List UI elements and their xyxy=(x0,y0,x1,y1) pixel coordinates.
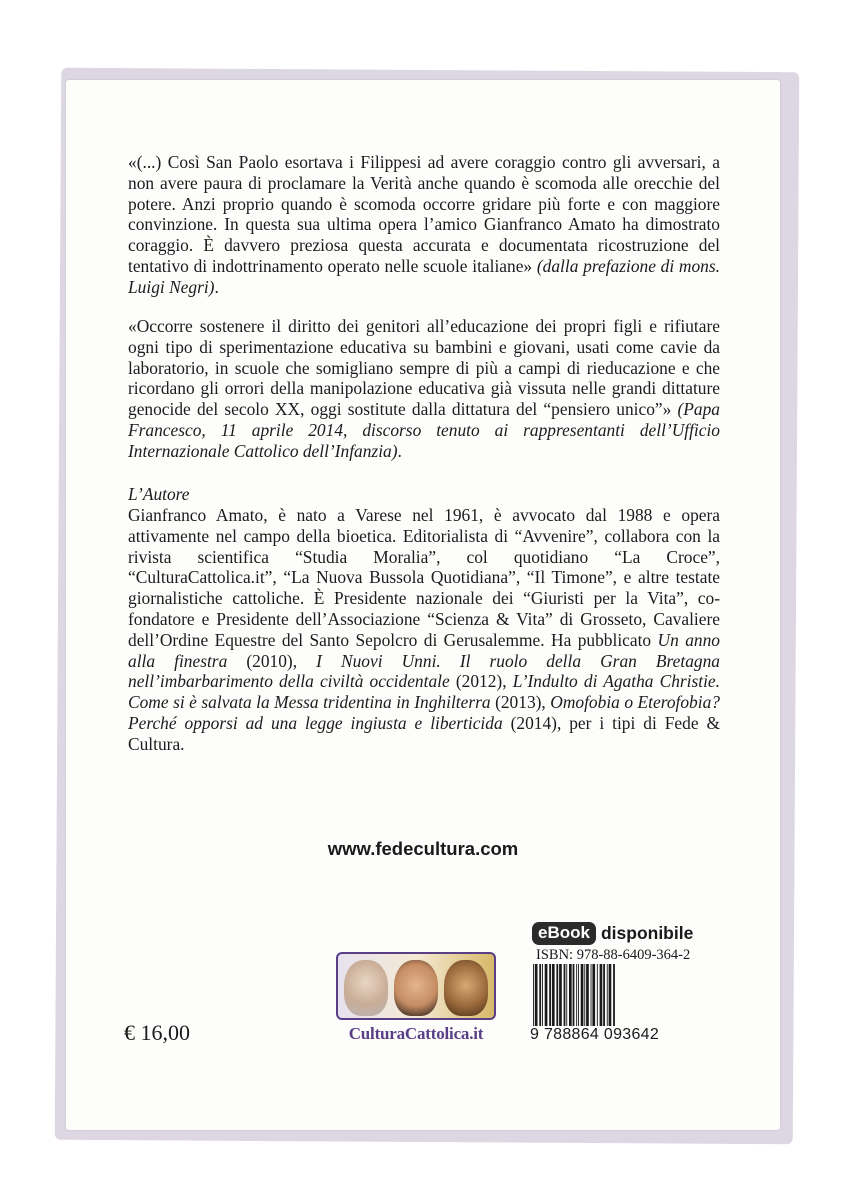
culturacattolica-logo xyxy=(336,952,496,1048)
barcode-bar xyxy=(559,964,562,1026)
portrait-image xyxy=(444,960,488,1016)
book-title: Un anno alla finestra xyxy=(128,629,720,671)
barcode-bar xyxy=(545,964,548,1026)
ebook-badge: eBook xyxy=(532,922,596,945)
barcode-bar xyxy=(586,964,589,1026)
portrait-image xyxy=(394,960,438,1016)
isbn-text: ISBN: 978-88-6409-364-2 xyxy=(536,947,691,963)
ebook-label: disponibile xyxy=(600,923,694,943)
barcode-digits: 9 788864 093642 xyxy=(528,1026,712,1044)
pope-quote-source: (Papa Francesco, 11 aprile 2014, discorso tenuto ai rappresentanti dell’Ufficio Internazionale Cattolico dell’Infanzia) xyxy=(128,399,720,461)
barcode-bar xyxy=(613,964,615,1026)
portrait-image xyxy=(344,960,388,1016)
barcode-bar xyxy=(535,964,538,1026)
preface-quote: «(...) Così San Paolo esortava i Filippesi ad avere coraggio contro gli avversari, a non avere paura di proclamare la Verità anche quando è scomoda alle orecchie del potere. Anzi proprio quando è scomoda occorre gridare più forte e con maggiore convinzione. In questa sua ultima opera l’amico Gianfranco Amato ha dimostrato coraggio. È davvero preziosa questa accurata e documentata ricostruzione del tentativo di indottrinamento operato nelle scuole italiane» (dalla prefazione di mons. Luigi Negri). xyxy=(128,152,720,297)
barcode-bar xyxy=(576,964,577,1026)
barcode-bar xyxy=(566,964,567,1026)
barcode-bar xyxy=(578,964,579,1026)
barcode-bar xyxy=(581,964,584,1026)
barcode-bar xyxy=(564,964,566,1026)
price-label: € 16,00 xyxy=(124,1020,190,1045)
logo-portrait-frame xyxy=(336,952,496,1020)
barcode-bar xyxy=(542,964,543,1026)
barcode-bar xyxy=(556,964,558,1026)
pope-quote: «Occorre sostenere il diritto dei genitori all’educazione dei propri figli e rifiutare ogni tipo di sperimentazione educativa su bambini e giovani, usati come cavie da laboratorio, in scuole che somigliano sempre di più a campi di rieducazione e che ricordano gli orrori della manipolazione educativa già vissuta nelle grandi dittature genocide del secolo XX, oggi sostitute dalla dittatura del “pensiero unico”» (Papa Francesco, 11 aprile 2014, discorso tenuto ai rappresentanti dell’Ufficio Internazionale Cattolico dell’Infanzia). xyxy=(128,316,720,461)
barcode-bar xyxy=(569,964,572,1026)
book-title: Omofobia o Eterofobia? Perché opporsi ad una legge ingiusta e liberticida xyxy=(128,692,720,733)
barcode-bar xyxy=(607,964,608,1026)
logo-text: CulturaCattolica.it xyxy=(348,1024,484,1043)
barcode-bar xyxy=(591,964,592,1026)
barcode-bar xyxy=(552,964,555,1026)
barcode-bar xyxy=(609,964,612,1026)
book-title: I Nuovi Unni. Il ruolo della Gran Bretagna nell’imbarbarimento della civiltà occidentale xyxy=(128,650,720,692)
ebook-availability xyxy=(532,922,693,945)
barcode-bar xyxy=(549,964,551,1026)
author-bio: Gianfranco Amato, è nato a Varese nel 1961, è avvocato dal 1988 e opera attivamente nel campo della bioetica. Editorialista di “Avvenire”, collabora con la rivista scientifica “Studia Moralia”, col quotidiano “La Croce”, “CulturaCattolica.it”, “La Nuova Bussola Quotidiana”, “Il Timone”, e altre testate giornalistiche cattoliche. È Presidente nazionale dei “Giuristi per la Vita”, co-fondatore e Presidente dell’Associazione “Scienza & Vita” di Grosseto, Cavaliere dell’Ordine Equestre del Santo Sepolcro di Gerusalemme. Ha pubblicato Un anno alla finestra (2010), I Nuovi Unni. Il ruolo della Gran Bretagna nell’imbarbarimento della civiltà occidentale (2012), L’Indulto di Agatha Christie. Come si è salvata la Messa tridentina in Inghilterra (2013), Omofobia o Eterofobia? Perché opporsi ad una legge ingiusta e liberticida (2014), per i tipi di Fede & Cultura. xyxy=(128,505,721,754)
barcode-bar xyxy=(533,964,534,1026)
barcode-bar xyxy=(600,964,603,1026)
barcode-bar xyxy=(603,964,605,1026)
barcode-bar xyxy=(573,964,575,1026)
barcode-bar xyxy=(592,964,595,1026)
book-back-cover xyxy=(66,80,780,1130)
author-heading: L’Autore xyxy=(128,484,190,504)
preface-quote-source: (dalla prefazione di mons. Luigi Negri) xyxy=(128,255,720,297)
publisher-website: www.fedecultura.com xyxy=(327,838,519,859)
barcode-bar xyxy=(539,964,541,1026)
barcode-bar xyxy=(584,964,585,1026)
book-title: L’Indulto di Agatha Christie. Come si è salvata la Messa tridentina in Inghilterra xyxy=(128,671,720,713)
barcode-bar xyxy=(597,964,598,1026)
